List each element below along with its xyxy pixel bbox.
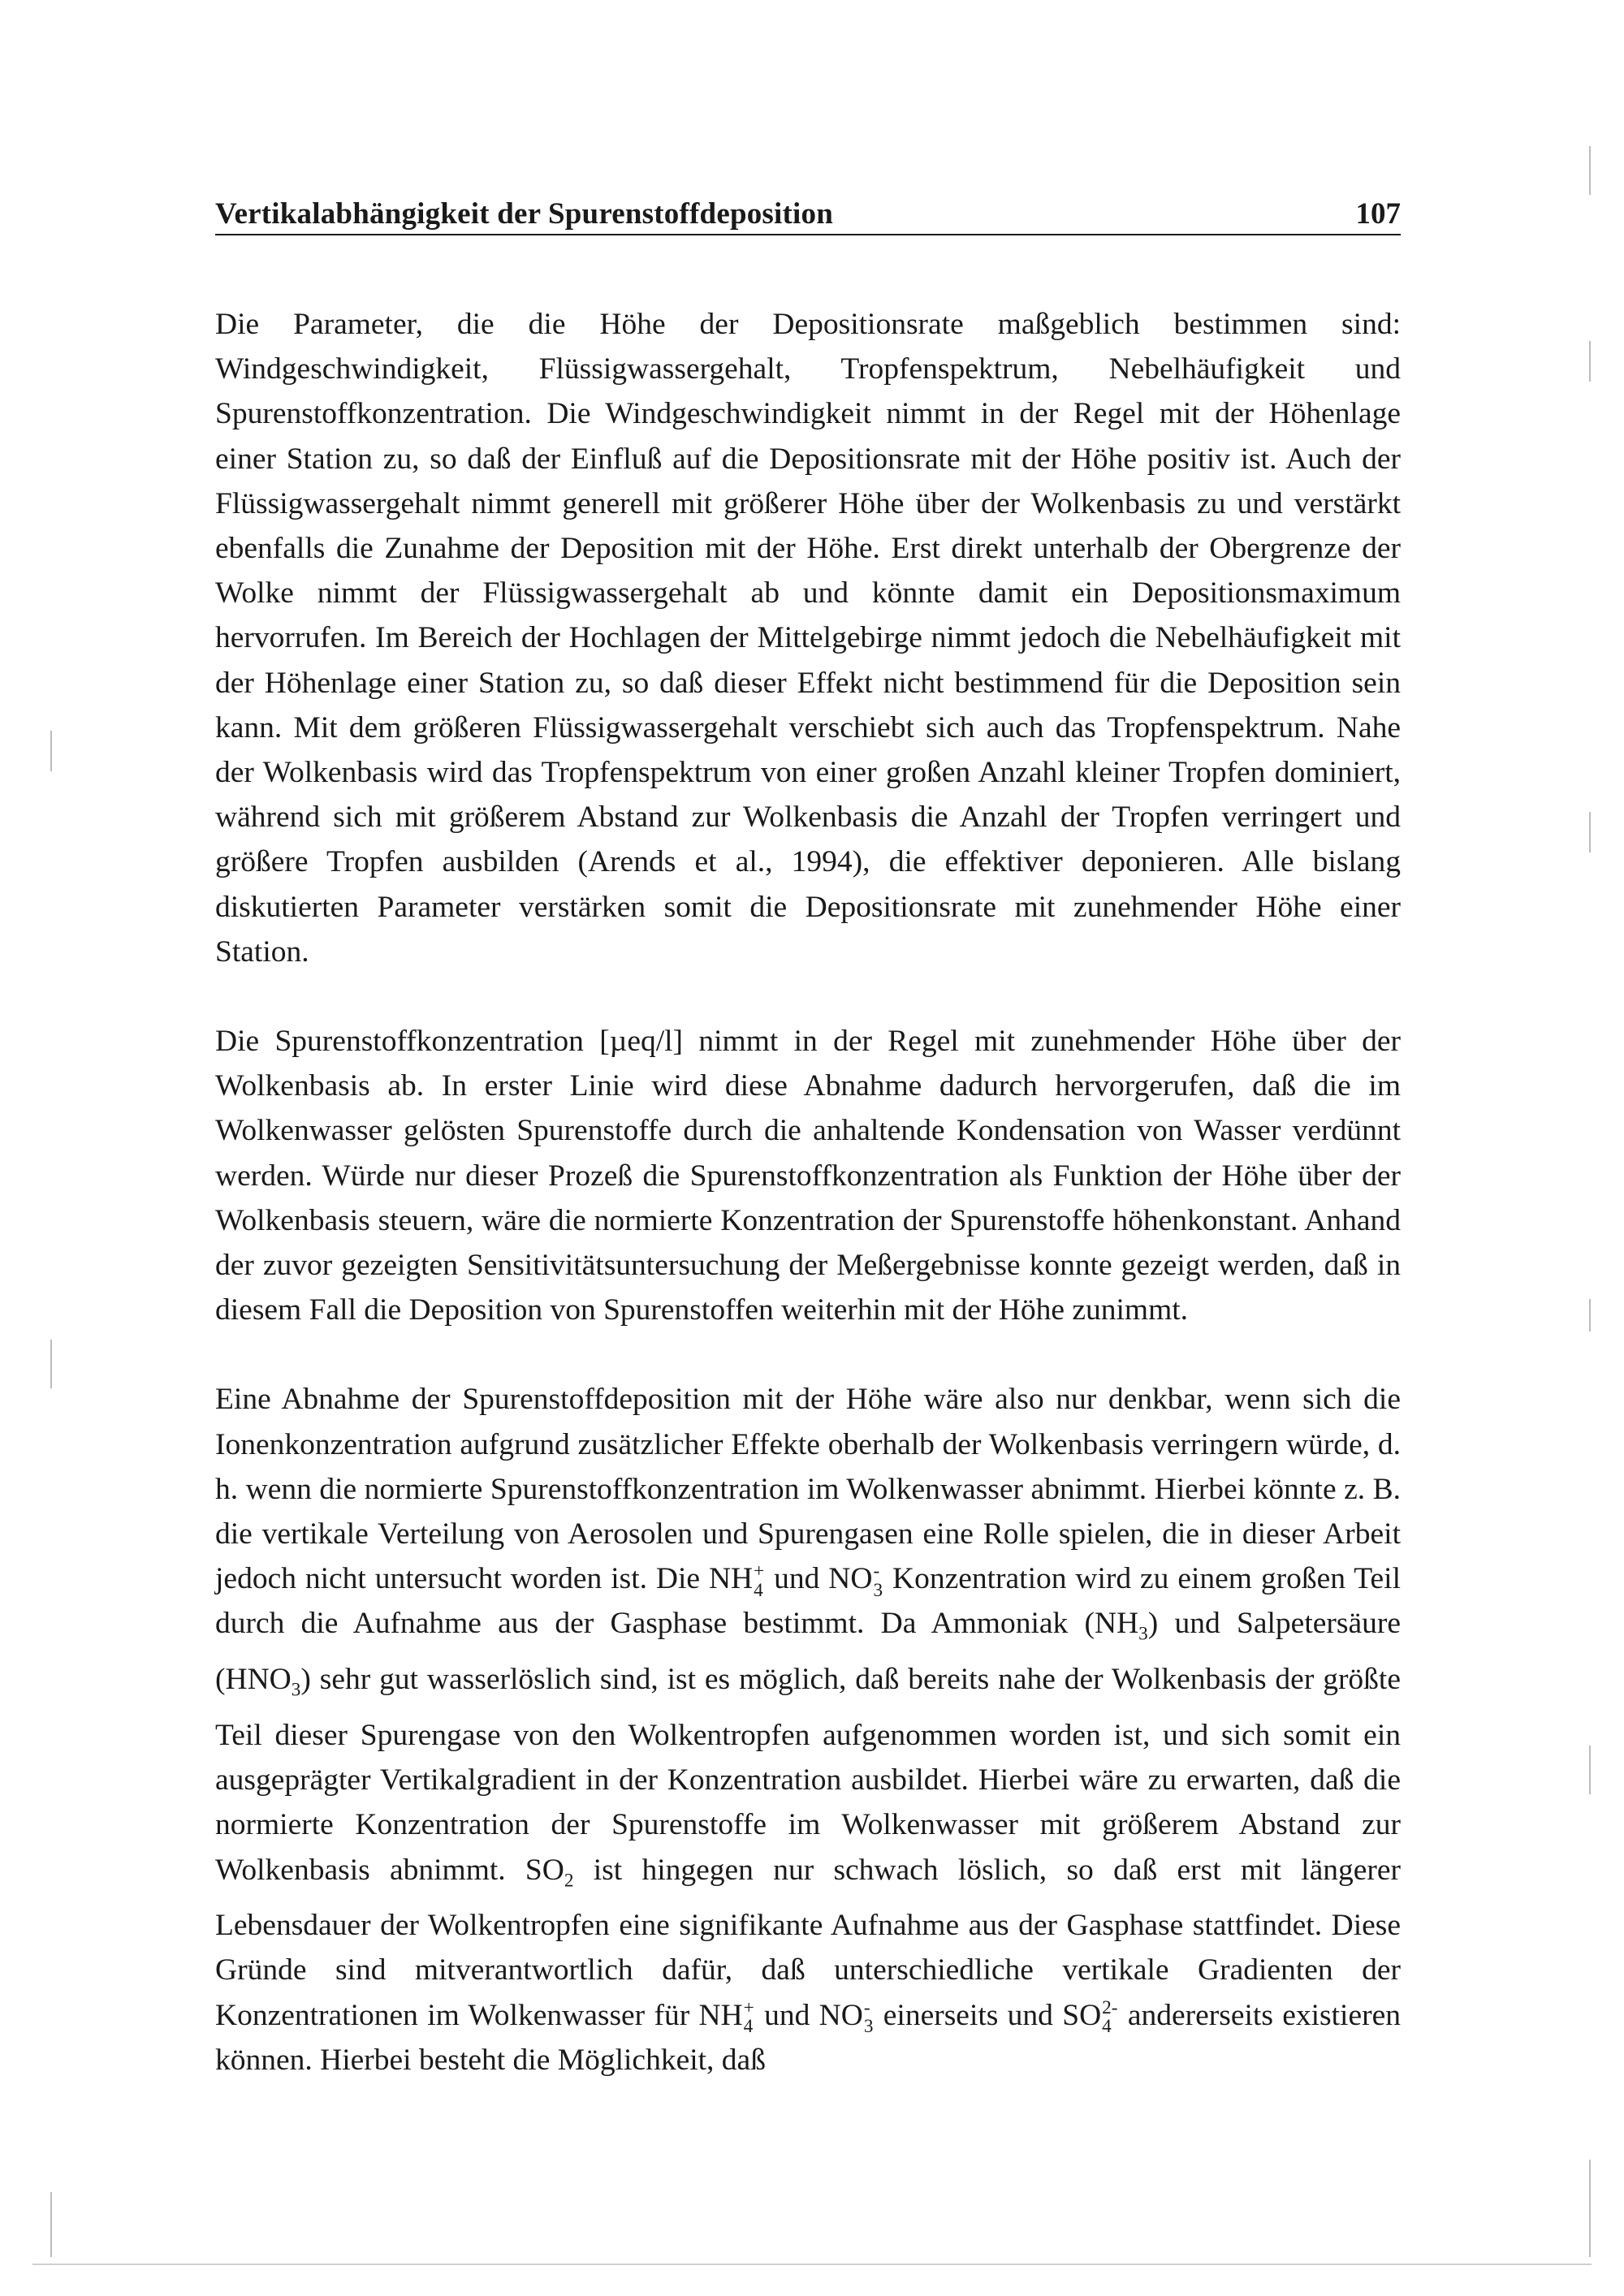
scan-margin-mark	[1589, 146, 1591, 195]
paragraph-3-text: andererseits existieren können. Hierbei besteht die Möglichkeit, daß	[215, 1998, 1401, 2077]
scan-margin-mark	[50, 2192, 52, 2257]
scan-margin-mark	[1589, 341, 1591, 382]
scan-margin-mark	[50, 731, 52, 771]
scan-margin-mark	[1589, 812, 1591, 852]
index-sub: 3	[873, 1579, 883, 1601]
section-title: Vertikalabhängigkeit der Spurenstoffdeposition	[215, 197, 833, 231]
scan-edge-mark	[32, 2264, 1592, 2265]
index-sub: 4	[1102, 2016, 1112, 2037]
paragraph-3-text: ) sehr gut wasserlöslich sind, ist es möglich, daß bereits nahe der Wolkenbasis der größte Teil dieser Spurengase von den Wolkentropfen aufgenommen worden ist, und sich somit ein ausgeprägter Vertikalgradient in der Konzentration ausbildet. Hierbei wäre zu erwarten, daß die normierte Konzentration der Spurenstoffe im Wolkenwasser mit größerem Abstand zur Wolkenbasis abnimmt. SO	[215, 1663, 1401, 1887]
running-header	[215, 195, 1401, 235]
body-text	[215, 302, 1401, 2082]
index-sub: 3	[863, 2016, 874, 2037]
index-sub: 4	[743, 2016, 754, 2037]
paragraph-3	[215, 1377, 1401, 2082]
paragraph-3-text: und NO	[754, 1998, 863, 2032]
no3-ion-b	[863, 1996, 874, 2037]
page-number: 107	[1355, 197, 1401, 231]
scan-margin-mark	[1589, 1299, 1591, 1331]
charge-sup: -	[873, 1560, 880, 1582]
nh4-ion-b	[743, 1996, 754, 2037]
index-sub: 2	[564, 1870, 574, 1891]
paragraph-3-text: ist hingegen nur schwach löslich, so daß erst mit längerer Lebensdauer der Wolkentropfen eine signifikante Aufnahme aus der Gasphase stattfindet. Diese Gründe sind mitverantwortlich dafür, daß unterschiedliche vertikale Gradienten der Konzentrationen im Wolkenwasser für NH	[215, 1853, 1401, 2032]
index-sub: 4	[754, 1579, 763, 1601]
charge-sup: 2-	[1102, 1996, 1118, 2018]
charge-sup: +	[743, 1996, 754, 2018]
scan-margin-mark	[1589, 2160, 1591, 2257]
index-sub: 3	[1138, 1623, 1148, 1645]
paragraph-3-text: Konzentration wird zu einem großen Teil durch die Aufnahme aus der Gasphase bestimmt. Da Ammoniak (NH	[215, 1562, 1401, 1641]
nh4-ion-a	[754, 1562, 764, 1600]
paragraph-3-text: und NO	[765, 1562, 873, 1596]
paragraph-3-text: Eine Abnahme der Spurenstoffdeposition mit der Höhe wäre also nur denkbar, wenn sich die Ionenkonzentration aufgrund zusätzlicher Effekte oberhalb der Wolkenbasis verringern würde, d. h. wenn die normierte Spurenstoffkonzentration im Wolkenwasser abnimmt. Hierbei könnte z. B. die vertikale Verteilung von Aerosolen und Spurengasen eine Rolle spielen, die in dieser Arbeit jedoch nicht untersucht worden ist. Die NH	[215, 1383, 1401, 1596]
paragraph-2: Die Spurenstoffkonzentration [µeq/l] nimmt in der Regel mit zunehmender Höhe über der Wolkenbasis ab. In erster Linie wird diese Abnahme dadurch hervorgerufen, daß die im Wolkenwasser gelösten Spurenstoffe durch die anhaltende Kondensation von Wasser verdünnt werden. Würde nur dieser Prozeß die Spurenstoffkonzentration als Funktion der Höhe über der Wolkenbasis steuern, wäre die normierte Konzentration der Spurenstoffe höhenkonstant. Anhand der zuvor gezeigten Sensitivitätsuntersuchung der Meßergebnisse konnte gezeigt werden, daß in diesem Fall die Deposition von Spurenstoffen weiterhin mit der Höhe zunimmt.	[215, 1025, 1401, 1327]
charge-sup: +	[754, 1560, 765, 1582]
no3-ion-a	[873, 1562, 883, 1600]
index-sub: 3	[291, 1679, 301, 1701]
so4-ion	[1102, 1996, 1118, 2037]
scan-margin-mark	[50, 1340, 52, 1388]
charge-sup: -	[863, 1996, 870, 2018]
scan-margin-mark	[1589, 1746, 1591, 1794]
paragraph-1: Die Parameter, die die Höhe der Depositionsrate maßgeblich bestimmen sind: Windgeschwindigkeit, Flüssigwassergehalt, Tropfenspektrum, Nebelhäufigkeit und Spurenstoffkonzentration. Die Windgeschwindigkeit nimmt in der Regel mit der Höhenlage einer Station zu, so daß der Einfluß auf die Depositionsrate mit der Höhe positiv ist. Auch der Flüssigwassergehalt nimmt generell mit größerer Höhe über der Wolkenbasis zu und verstärkt ebenfalls die Zunahme der Deposition mit der Höhe. Erst direkt unterhalb der Obergrenze der Wolke nimmt der Flüssigwassergehalt ab und könnte damit ein Depositionsmaximum hervorrufen. Im Bereich der Hochlagen der Mittelgebirge nimmt jedoch die Nebelhäufigkeit mit der Höhenlage einer Station zu, so daß dieser Effekt nicht bestimmend für die Deposition sein kann. Mit dem größeren Flüssigwassergehalt verschiebt sich auch das Tropfenspektrum. Nahe der Wolkenbasis wird das Tropfenspektrum von einer großen Anzahl kleiner Tropfen dominiert, während sich mit größerem Abstand zur Wolkenbasis die Anzahl der Tropfen verringert und größere Tropfen ausbilden (Arends et al., 1994), die effektiver deponieren. Alle bislang diskutierten Parameter verstärken somit die Depositionsrate mit zunehmender Höhe einer Station.	[215, 308, 1401, 969]
paragraph-3-text: einerseits und SO	[874, 1998, 1102, 2032]
paragraph-3-text: ) und Salpetersäure (HNO	[215, 1607, 1401, 1697]
